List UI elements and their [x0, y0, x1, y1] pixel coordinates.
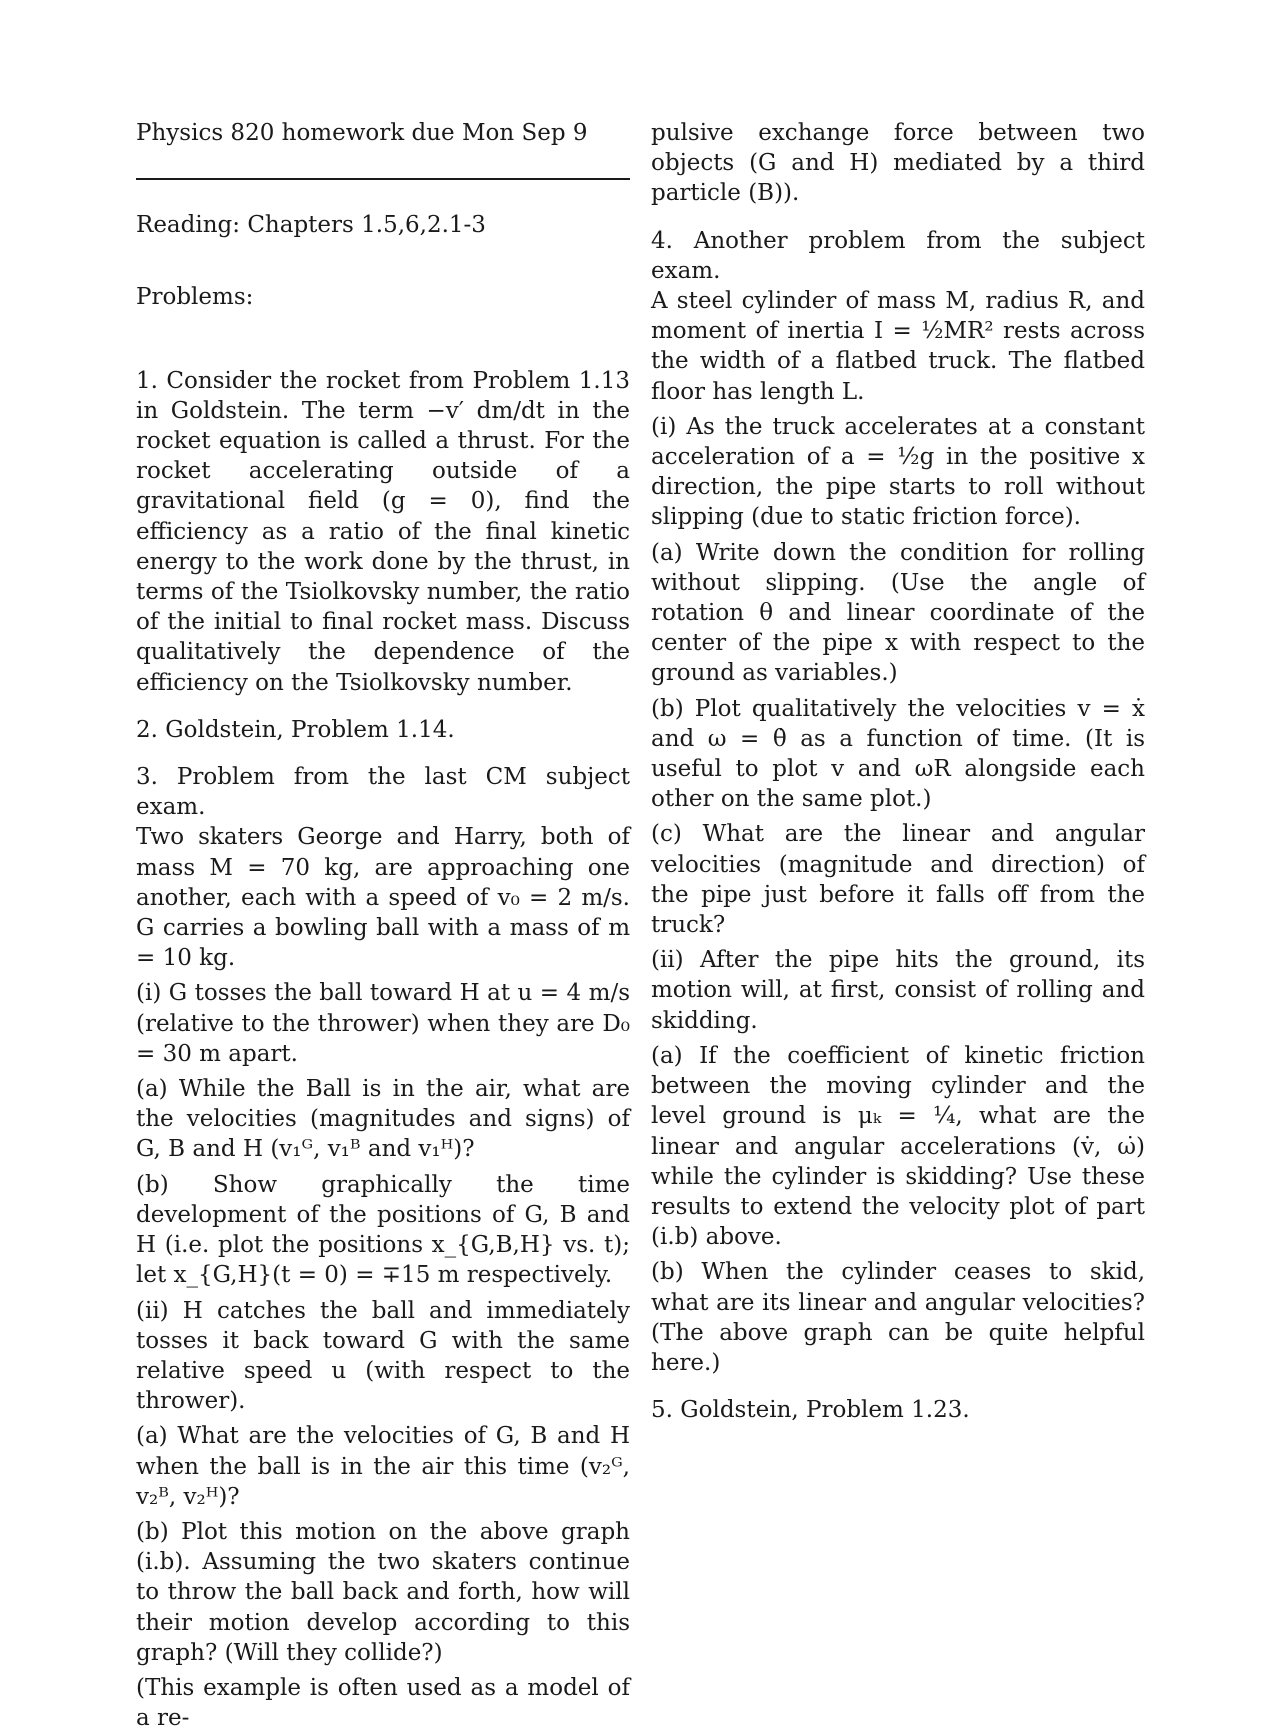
problem-4-part-i: (i) As the truck accelerates at a constant acceleration of a = ½g in the positive x direction, the pipe starts to roll without slipping (due to static friction force). — [651, 413, 1145, 531]
problem-4-part-ic: (c) What are the linear and angular velocities (magnitude and direction) of the pipe just before it falls off from the truck? — [651, 821, 1145, 939]
problem-3-part-iia: (a) What are the velocities of G, B and H when the ball is in the air this time (v₂ᴳ, v₂ᴮ, v₂ᴴ)? — [136, 1423, 630, 1510]
title-rule — [136, 178, 630, 180]
problem-5: 5. Goldstein, Problem 1.23. — [651, 1397, 970, 1424]
problem-2: 2. Goldstein, Problem 1.14. — [136, 716, 455, 743]
problem-4-part-iia: (a) If the coefficient of kinetic friction between the moving cylinder and the level ground is μₖ = ¼, what are the linear and angular accelerations (v̇, ω̇) while the cylinder is skidding? Use these results to extend the velocity plot of part (i.b) above. — [651, 1042, 1145, 1251]
problem-4-intro: 4. Another problem from the subject exam. — [651, 227, 1145, 284]
right-column — [651, 118, 1145, 1425]
problem-3-part-iib: (b) Plot this motion on the above graph (i.b). Assuming the two skaters continue to throw the ball back and forth, how will their motion develop according to this graph? (Will they collide?) — [136, 1518, 630, 1666]
reading-line: Reading: Chapters 1.5,6,2.1-3 — [136, 212, 486, 239]
problem-3-setup: Two skaters George and Harry, both of mass M = 70 kg, are approaching one another, each with a speed of v₀ = 2 m/s. G carries a bowling ball with a mass of m = 10 kg. — [136, 824, 630, 972]
problem-4-part-ii: (ii) After the pipe hits the ground, its motion will, at first, consist of rolling and skidding. — [651, 947, 1145, 1034]
problem-4-setup: A steel cylinder of mass M, radius R, and moment of inertia I = ½MR² rests across the width of a flatbed truck. The flatbed floor has length L. — [651, 288, 1145, 405]
problem-3-note-start: (This example is often used as a model of a re- — [136, 1674, 630, 1732]
problem-3-intro: 3. Problem from the last CM subject exam. — [136, 764, 630, 821]
problem-3-note-end: pulsive exchange force between two objects (G and H) mediated by a third particle (B)). — [651, 120, 1145, 207]
problem-3-part-ib: (b) Show graphically the time development of the positions of G, B and H (i.e. plot the positions x_{G,B,H} vs. t); let x_{G,H}(t = 0) = ∓15 m respectively. — [136, 1171, 630, 1289]
problems-heading: Problems: — [136, 284, 254, 311]
problem-4-part-ib: (b) Plot qualitatively the velocities v = ẋ and ω = θ̇ as a function of time. (It is useful to plot v and ωR alongside each other on the same plot.) — [651, 695, 1145, 813]
problem-3-part-ia: (a) While the Ball is in the air, what are the velocities (magnitudes and signs) of G, B and H (v₁ᴳ, v₁ᴮ and v₁ᴴ)? — [136, 1076, 630, 1163]
left-column — [136, 118, 630, 1733]
problem-3-part-ii: (ii) H catches the ball and immediately tosses it back toward G with the same relative speed u (with respect to the thrower). — [136, 1297, 630, 1415]
problem-4-part-ia: (a) Write down the condition for rolling without slipping. (Use the angle of rotation θ and linear coordinate of the center of the pipe x with respect to the ground as variables.) — [651, 539, 1145, 687]
problem-4-part-iib: (b) When the cylinder ceases to skid, what are its linear and angular velocities? (The above graph can be quite helpful here.) — [651, 1259, 1145, 1376]
problem-3-part-i: (i) G tosses the ball toward H at u = 4 m/s (relative to the thrower) when they are D₀ = 30 m apart. — [136, 980, 630, 1067]
page-title: Physics 820 homework due Mon Sep 9 — [136, 120, 588, 146]
problem-1: 1. Consider the rocket from Problem 1.13 in Goldstein. The term −v′ dm/dt in the rocket equation is called a thrust. For the rocket accelerating outside of a gravitational field (g = 0), find the efficiency as a ratio of the final kinetic energy to the work done by the thrust, in terms of the Tsiolkovsky number, the ratio of the initial to final rocket mass. Discuss qualitatively the dependence of the efficiency on the Tsiolkovsky number. — [136, 367, 630, 696]
